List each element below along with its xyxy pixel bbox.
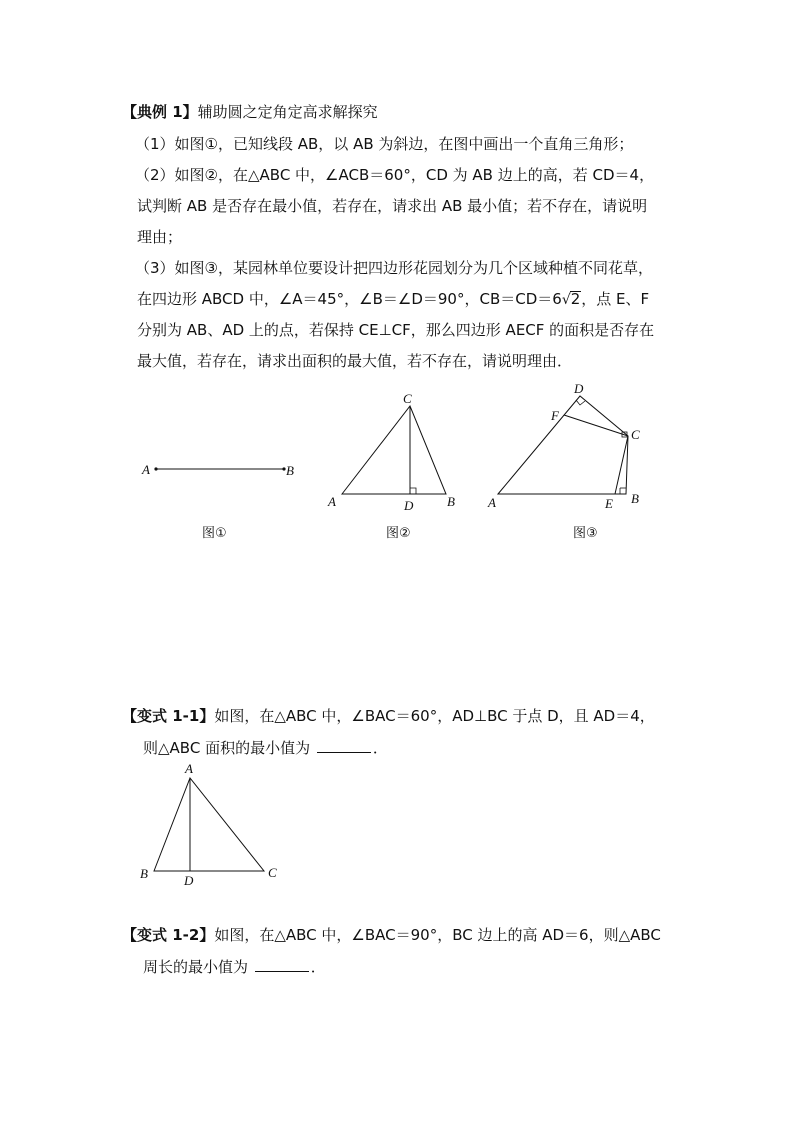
example-part3-line1: （3）如图③，某园林单位要设计把四边形花园划分为几个区域种植不同花草， [135,259,653,277]
figure-3 [480,380,650,515]
variant1-line2 [143,738,388,758]
example-part3-line3: 分别为 AB、AD 上的点，若保持 CE⊥CF，那么四边形 AECF 的面积是否存在 [137,321,655,339]
triangle-abc [154,778,264,871]
label-a: A [488,495,496,510]
variant1-tag: 【变式 1-1】 [122,707,215,725]
example-part1: （1）如图①，已知线段 AB，以 AB 为斜边，在图中画出一个直角三角形； [135,135,634,153]
variant2-line2 [143,957,326,977]
answer-blank[interactable] [255,957,309,972]
segment-cf [564,415,628,436]
label-c: C [403,391,412,406]
example-part3-line4: 最大值，若存在，请求出面积的最大值，若不存在，请说明理由． [137,352,573,370]
label-c: C [631,427,640,442]
label-d: D [574,381,584,396]
example-part2-line1: （2）如图②，在△ABC 中，∠ACB＝60°，CD 为 AB 边上的高，若 CD＝4， [135,166,655,184]
sqrt-icon: √ [561,292,571,308]
figure-4 [132,758,292,888]
quadrilateral-abcd [498,396,628,494]
figure-3-caption: 图③ [573,526,598,541]
variant2-tag: 【变式 1-2】 [122,926,215,944]
p3-line2-post: ，点 E、F [581,290,650,308]
label-b: B [140,866,148,881]
example-title: 辅助圆之定角定高求解探究 [197,103,378,121]
example-part2-line3: 理由； [137,228,183,246]
label-a: A [142,462,150,477]
label-a: A [185,761,193,776]
variant2-line1 [122,925,661,945]
figure-1 [130,455,310,485]
figure-2 [320,388,470,518]
right-angle-mark [410,488,416,494]
sqrt-radicand: 2 [570,290,581,308]
example-part2-line2: 试判断 AB 是否存在最小值，若存在，请求出 AB 最小值；若不存在，请说明 [137,197,648,215]
label-d: D [404,498,414,513]
variant1-text: 如图，在△ABC 中，∠BAC＝60°，AD⊥BC 于点 D，且 AD＝4， [214,707,655,725]
example-part3-line2 [137,289,649,310]
label-c: C [268,865,277,880]
label-b: B [447,494,455,509]
variant2-line2-post: ． [310,958,326,976]
example-tag: 【典例 1】 [122,103,198,121]
variant1-line1 [122,706,655,726]
label-b: B [631,491,639,506]
answer-blank[interactable] [317,738,371,753]
example-heading [122,102,378,122]
p3-line2-pre: 在四边形 ABCD 中，∠A＝45°，∠B＝∠D＝90°，CB＝CD＝6 [137,290,562,308]
point-a [154,467,157,470]
variant2-line2-pre: 周长的最小值为 [143,958,249,976]
variant1-line2-pre: 则△ABC 面积的最小值为 [143,739,311,757]
label-e: E [605,496,613,511]
right-angle-mark-d [576,400,585,405]
variant2-text: 如图，在△ABC 中，∠BAC＝90°，BC 边上的高 AD＝6，则△ABC [214,926,661,944]
label-d: D [184,873,194,888]
label-f: F [551,408,559,423]
label-a: A [328,494,336,509]
label-b: B [286,463,294,478]
triangle-abc [342,406,446,494]
figure-2-caption: 图② [386,526,411,541]
figure-1-caption: 图① [202,526,227,541]
variant1-line2-post: ． [372,739,388,757]
